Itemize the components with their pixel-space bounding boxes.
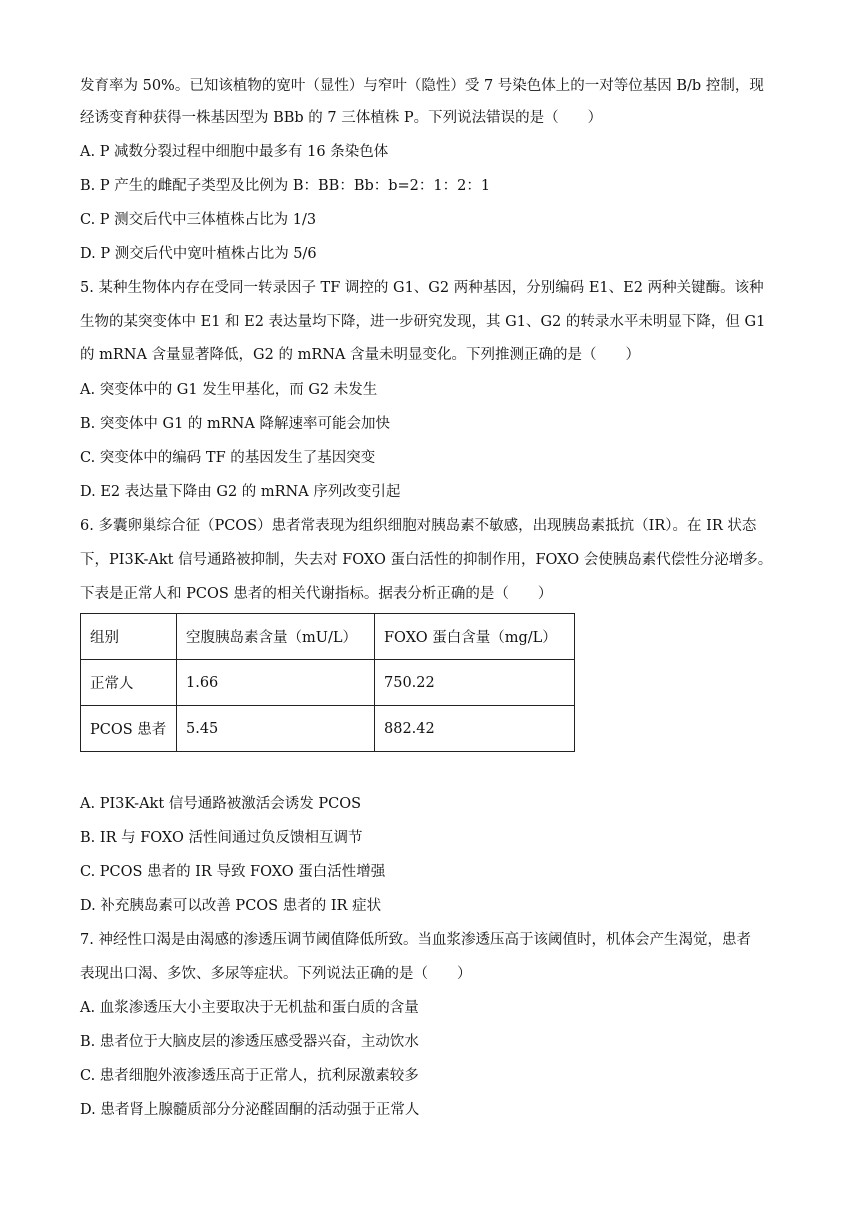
q6-option-a: A. PI3K-Akt 信号通路被激活会诱发 PCOS [80,796,362,812]
q6-option-b: B. IR 与 FOXO 活性间通过负反馈相互调节 [80,830,363,846]
table-cell: 750.22 [375,660,575,706]
q7-stem-line-2: 表现出口渴、多饮、多尿等症状。下列说法正确的是（ ） [80,966,472,982]
q7-option-d: D. 患者肾上腺髓质部分分泌醛固酮的活动强于正常人 [80,1102,420,1118]
q6-stem-line-2: 下，PI3K-Akt 信号通路被抑制，失去对 FOXO 蛋白活性的抑制作用，FOXO 会使胰岛素代偿性分泌增多。 [80,552,773,568]
table-cell: 1.66 [177,660,375,706]
q7-option-c: C. 患者细胞外液渗透压高于正常人，抗利尿激素较多 [80,1068,419,1084]
metabolic-indicators-table [80,613,575,752]
table-cell: 正常人 [81,660,177,706]
q4-option-a: A. P 减数分裂过程中细胞中最多有 16 条染色体 [80,144,389,160]
table-cell: 5.45 [177,706,375,752]
table-row [81,706,575,752]
q5-stem-line-2: 生物的某突变体中 E1 和 E2 表达量均下降，进一步研究发现，其 G1、G2 的转录水平未明显下降，但 G1 [80,314,766,330]
q5-stem-line-1: 5. 某种生物体内存在受同一转录因子 TF 调控的 G1、G2 两种基因，分别编码 E1、E2 两种关键酶。该种 [80,280,764,296]
table-row [81,660,575,706]
q4-option-c: C. P 测交后代中三体植株占比为 1/3 [80,212,317,228]
table-header-cell: FOXO 蛋白含量（mg/L） [375,614,575,660]
table-header-cell: 组别 [81,614,177,660]
q7-stem-line-1: 7. 神经性口渴是由渴感的渗透压调节阈值降低所致。当血浆渗透压高于该阈值时，机体会产生渴觉，患者 [80,932,751,948]
q6-stem-line-3: 下表是正常人和 PCOS 患者的相关代谢指标。据表分析正确的是（ ） [80,586,553,602]
table-cell: PCOS 患者 [81,706,177,752]
q7-option-a: A. 血浆渗透压大小主要取决于无机盐和蛋白质的含量 [80,1000,419,1016]
table-cell: 882.42 [375,706,575,752]
table-header-row [81,614,575,660]
q5-stem-line-3: 的 mRNA 含量显著降低，G2 的 mRNA 含量未明显变化。下列推测正确的是（ ） [80,347,641,363]
q5-option-b: B. 突变体中 G1 的 mRNA 降解速率可能会加快 [80,416,390,432]
q6-option-c: C. PCOS 患者的 IR 导致 FOXO 蛋白活性增强 [80,864,386,880]
q5-option-d: D. E2 表达量下降由 G2 的 mRNA 序列改变引起 [80,484,401,500]
q4-option-b: B. P 产生的雌配子类型及比例为 B：BB：Bb：b=2：1：2：1 [80,178,491,194]
q4-stem-line-2: 经诱变育种获得一株基因型为 BBb 的 7 三体植株 P。下列说法错误的是（ ） [80,110,603,126]
q5-option-a: A. 突变体中的 G1 发生甲基化，而 G2 未发生 [80,382,378,398]
q7-option-b: B. 患者位于大脑皮层的渗透压感受器兴奋，主动饮水 [80,1034,419,1050]
q4-stem-line-1: 发育率为 50%。已知该植物的宽叶（显性）与窄叶（隐性）受 7 号染色体上的一对等位基因 B/b 控制，现 [80,78,764,94]
q6-stem-line-1: 6. 多囊卵巢综合征（PCOS）患者常表现为组织细胞对胰岛素不敏感，出现胰岛素抵抗（IR）。在 IR 状态 [80,518,757,534]
q6-option-d: D. 补充胰岛素可以改善 PCOS 患者的 IR 症状 [80,898,382,914]
table-header-cell: 空腹胰岛素含量（mU/L） [177,614,375,660]
q4-option-d: D. P 测交后代中宽叶植株占比为 5/6 [80,246,317,262]
q5-option-c: C. 突变体中的编码 TF 的基因发生了基因突变 [80,450,376,466]
